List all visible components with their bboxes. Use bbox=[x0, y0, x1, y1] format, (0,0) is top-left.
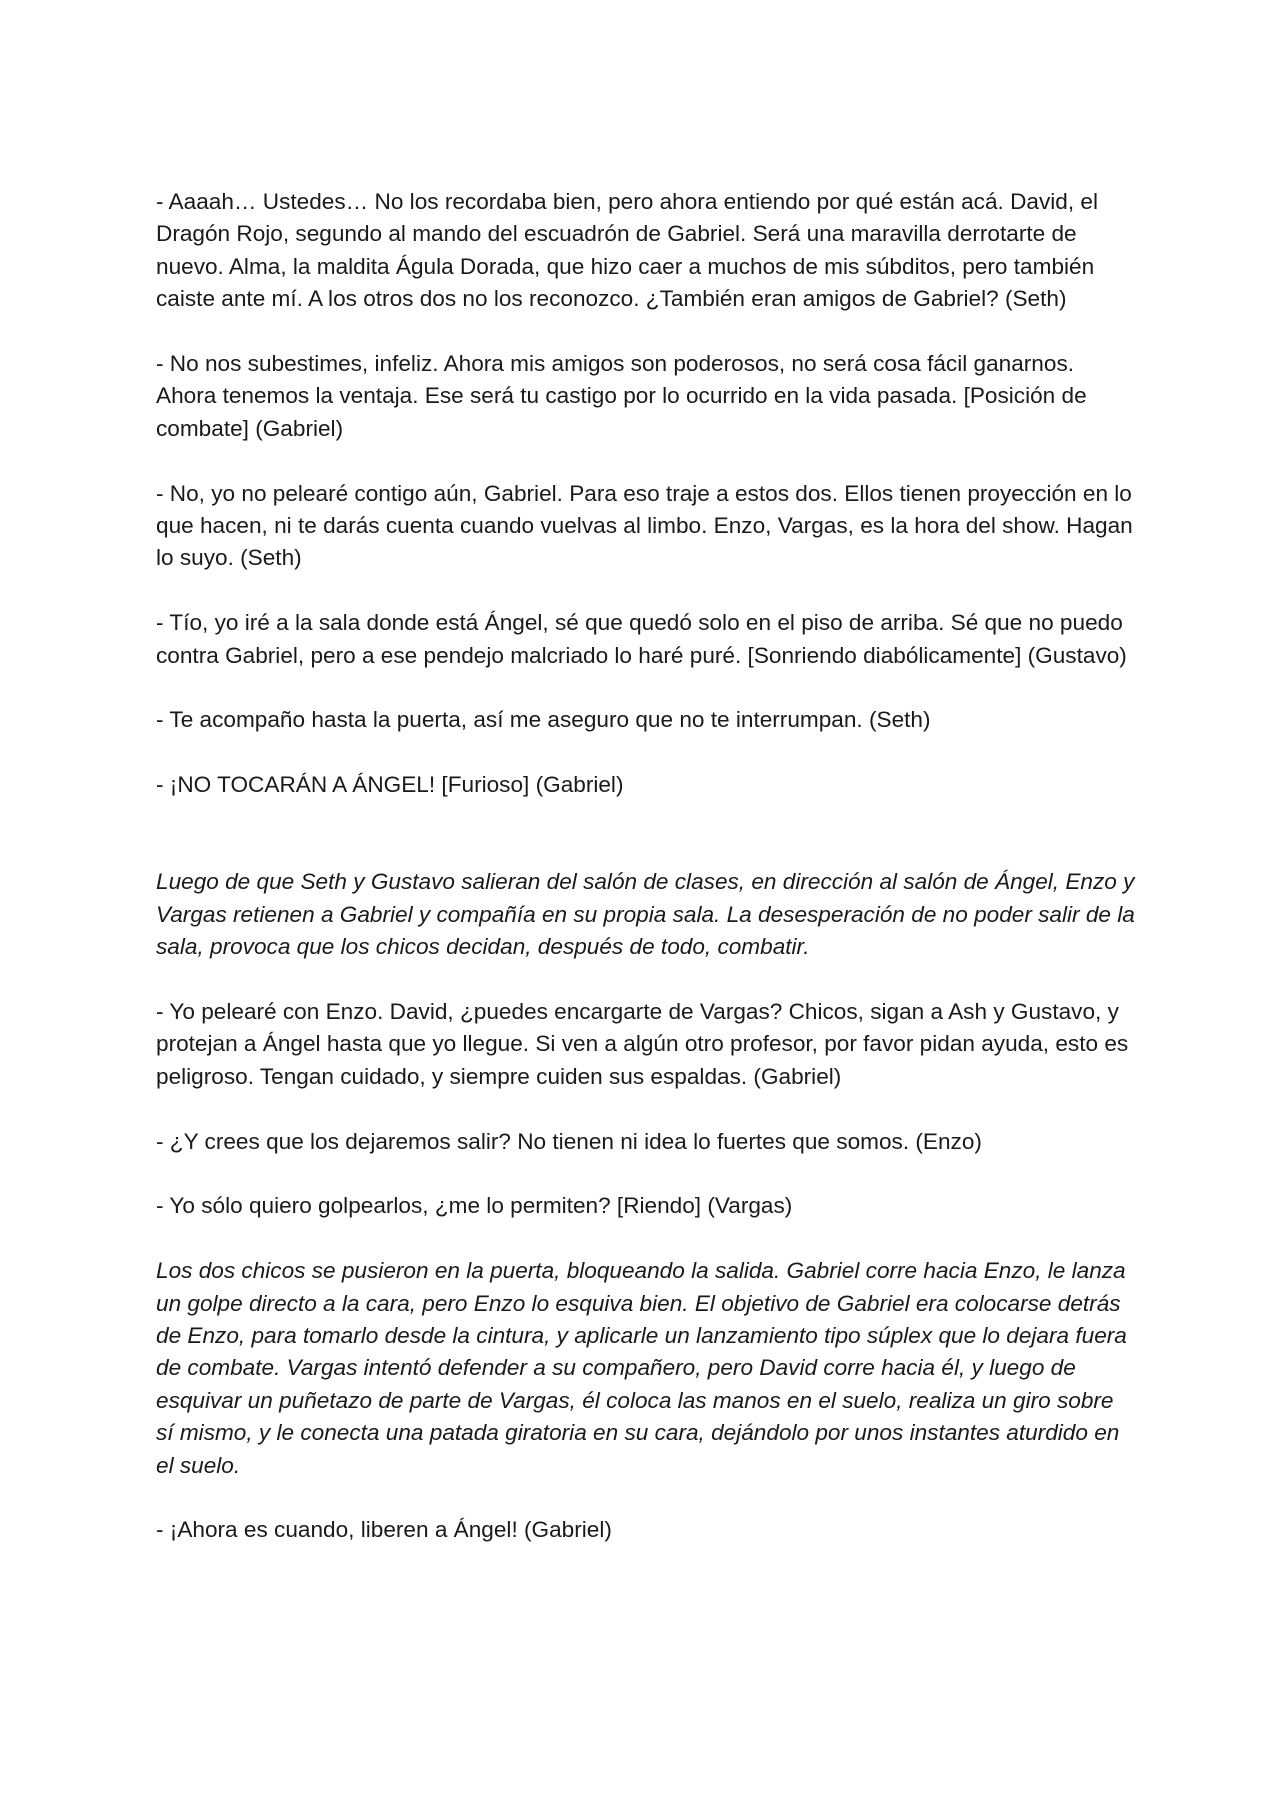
dialogue-paragraph: - Te acompaño hasta la puerta, así me aseguro que no te interrumpan. (Seth) bbox=[156, 707, 931, 733]
narration-paragraph: Los dos chicos se pusieron en la puerta, bloqueando la salida. Gabriel corre hacia Enzo, le lanza un golpe directo a la cara, pero Enzo lo esquiva bien. El objetivo de Gabriel era colocarse detrás de Enzo, para tomarlo desde la cintura, y aplicarle un lanzamiento tipo súplex que lo dejara fuera de combate. Vargas intentó defender a su compañero, pero David corre hacia él, y luego de esquivar un puñetazo de parte de Vargas, él coloca las manos en el suelo, realiza un giro sobre sí mismo, y le conecta una patada giratoria en su cara, dejándolo por unos instantes aturdido en el suelo. bbox=[156, 1258, 1127, 1478]
document-body bbox=[156, 186, 1136, 1579]
dialogue-paragraph: - No nos subestimes, infeliz. Ahora mis amigos son poderosos, no será cosa fácil ganarnos. Ahora tenemos la ventaja. Ese será tu castigo por lo ocurrido en la vida pasada. [Posición de combate] (Gabriel) bbox=[156, 351, 1087, 441]
dialogue-paragraph: - Tío, yo iré a la sala donde está Ángel, sé que quedó solo en el piso de arriba. Sé que no puedo contra Gabriel, pero a ese pendejo malcriado lo haré puré. [Sonriendo diabólicamente] (Gustavo) bbox=[156, 610, 1127, 668]
dialogue-paragraph: - Aaaah… Ustedes… No los recordaba bien, pero ahora entiendo por qué están acá. David, el Dragón Rojo, segundo al mando del escuadrón de Gabriel. Será una maravilla derrotarte de nuevo. Alma, la maldita Águla Dorada, que hizo caer a muchos de mis súbditos, pero también caiste ante mí. A los otros dos no los reconozco. ¿También eran amigos de Gabriel? (Seth) bbox=[156, 189, 1098, 312]
dialogue-paragraph: - Yo sólo quiero golpearlos, ¿me lo permiten? [Riendo] (Vargas) bbox=[156, 1193, 793, 1219]
dialogue-paragraph: - No, yo no pelearé contigo aún, Gabriel. Para eso traje a estos dos. Ellos tienen proyección en lo que hacen, ni te darás cuenta cuando vuelvas al limbo. Enzo, Vargas, es la hora del show. Hagan lo suyo. (Seth) bbox=[156, 480, 1133, 571]
blank-line bbox=[156, 834, 1136, 866]
dialogue-paragraph: - Yo pelearé con Enzo. David, ¿puedes encargarte de Vargas? Chicos, sigan a Ash y Gustavo, y protejan a Ángel hasta que yo llegue. Si ven a algún otro profesor, por favor pidan ayuda, esto es peligroso. Tengan cuidado, y siempre cuiden sus espaldas. (Gabriel) bbox=[156, 999, 1129, 1089]
dialogue-paragraph: - ¡Ahora es cuando, liberen a Ángel! (Gabriel) bbox=[156, 1517, 612, 1543]
dialogue-paragraph: - ¿Y crees que los dejaremos salir? No tienen ni idea lo fuertes que somos. (Enzo) bbox=[156, 1128, 982, 1154]
narration-paragraph: Luego de que Seth y Gustavo salieran del salón de clases, en dirección al salón de Ángel, Enzo y Vargas retienen a Gabriel y compañía en su propia sala. La desesperación de no poder salir de la sala, provoca que los chicos decidan, después de todo, combatir. bbox=[156, 869, 1135, 960]
dialogue-paragraph: - ¡NO TOCARÁN A ÁNGEL! [Furioso] (Gabriel) bbox=[156, 772, 624, 798]
